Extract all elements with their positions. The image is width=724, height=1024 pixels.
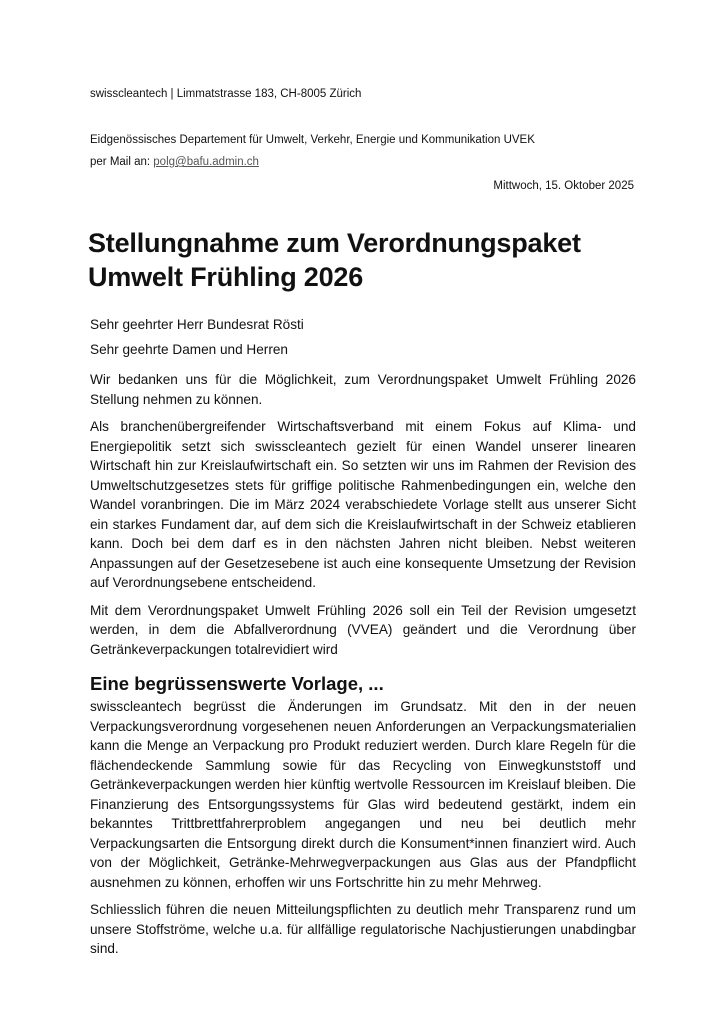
letter-date: Mittwoch, 15. Oktober 2025 — [493, 180, 634, 192]
salutation: Sehr geehrter Herr Bundesrat Rösti — [90, 317, 304, 332]
sender-address: swisscleantech | Limmatstrasse 183, CH-8005 Zürich — [90, 88, 362, 100]
paragraph: Wir bedanken uns für die Möglichkeit, zum Verordnungspaket Umwelt Frühling 2026 Stellung nehmen zu können. — [90, 372, 636, 407]
paragraph: Als branchenübergreifender Wirtschaftsverband mit einem Fokus auf Klima- und Energiepolitik setzt sich swisscleantech gezielt für einen Wandel unserer linearen Wirtschaft hin zur Kreislaufwirtschaft ein. So setzten wir uns im Rahmen der Revision des Umweltschutzgesetzes stets für griffige politische Rahmenbedingungen ein, welche den Wandel voranbringen. Die im März 2024 verabschiedete Vorlage stellt aus unserer Sicht ein starkes Fundament dar, auf dem sich die Kreislaufwirtschaft in der Schweiz etablieren kann. Doch bei dem darf es in den nächsten Jahren nicht bleiben. Nebst weiteren Anpassungen auf der Gesetzesebene ist auch eine konsequente Umsetzung der Revision auf Verordnungsebene entscheidend. — [90, 419, 636, 590]
recipient: Eidgenössisches Departement für Umwelt, Verkehr, Energie und Kommunikation UVEK — [90, 134, 535, 146]
mail-prefix: per Mail an: — [90, 156, 154, 168]
mail-line — [90, 154, 259, 170]
letter-body — [90, 370, 636, 967]
paragraph: Mit dem Verordnungspaket Umwelt Frühling 2026 soll ein Teil der Revision umgesetzt werden, in dem die Abfallverordnung (VVEA) geändert und die Verordnung über Getränkeverpackungen totalrevidiert wird — [90, 602, 636, 657]
salutation: Sehr geehrte Damen und Herren — [90, 342, 288, 357]
paragraph: swisscleantech begrüsst die Änderungen im Grundsatz. Mit den in der neuen Verpackungsverordnung vorgesehenen neuen Anforderungen an Verpackungsmaterialien kann die Menge an Verpackung pro Produkt reduziert werden. Durch klare Regeln für die flächendeckende Sammlung sowie für das Recycling von Einwegkunststoff und Getränkeverpackungen werden hier künftig wertvolle Ressourcen im Kreislauf bleiben. Die Finanzierung des Entsorgungssystems für Glas wird bedeutend gestärkt, indem ein bekanntes Trittbrettfahrerproblem angegangen und neu bei deutlich mehr Verpackungsarten die Entsorgung direkt durch die Konsument*innen finanziert wird. Auch von der Möglichkeit, Getränke-Mehrwegverpackungen aus Glas aus der Pfandpflicht ausnehmen zu können, erhoffen wir uns Fortschritte hin zu mehr Mehrweg. — [90, 699, 636, 890]
document-title: Stellungnahme zum Verordnungspaket Umwelt Frühling 2026 — [88, 228, 581, 292]
mail-link[interactable]: polg@bafu.admin.ch — [153, 156, 259, 168]
section-heading: Eine begrüssenswerte Vorlage, ... — [90, 673, 384, 694]
paragraph: Schliesslich führen die neuen Mitteilungspflichten zu deutlich mehr Transparenz rund um unsere Stoffströme, welche u.a. für allfällige regulatorische Nachjustierungen unabdingbar sind. — [90, 902, 636, 956]
